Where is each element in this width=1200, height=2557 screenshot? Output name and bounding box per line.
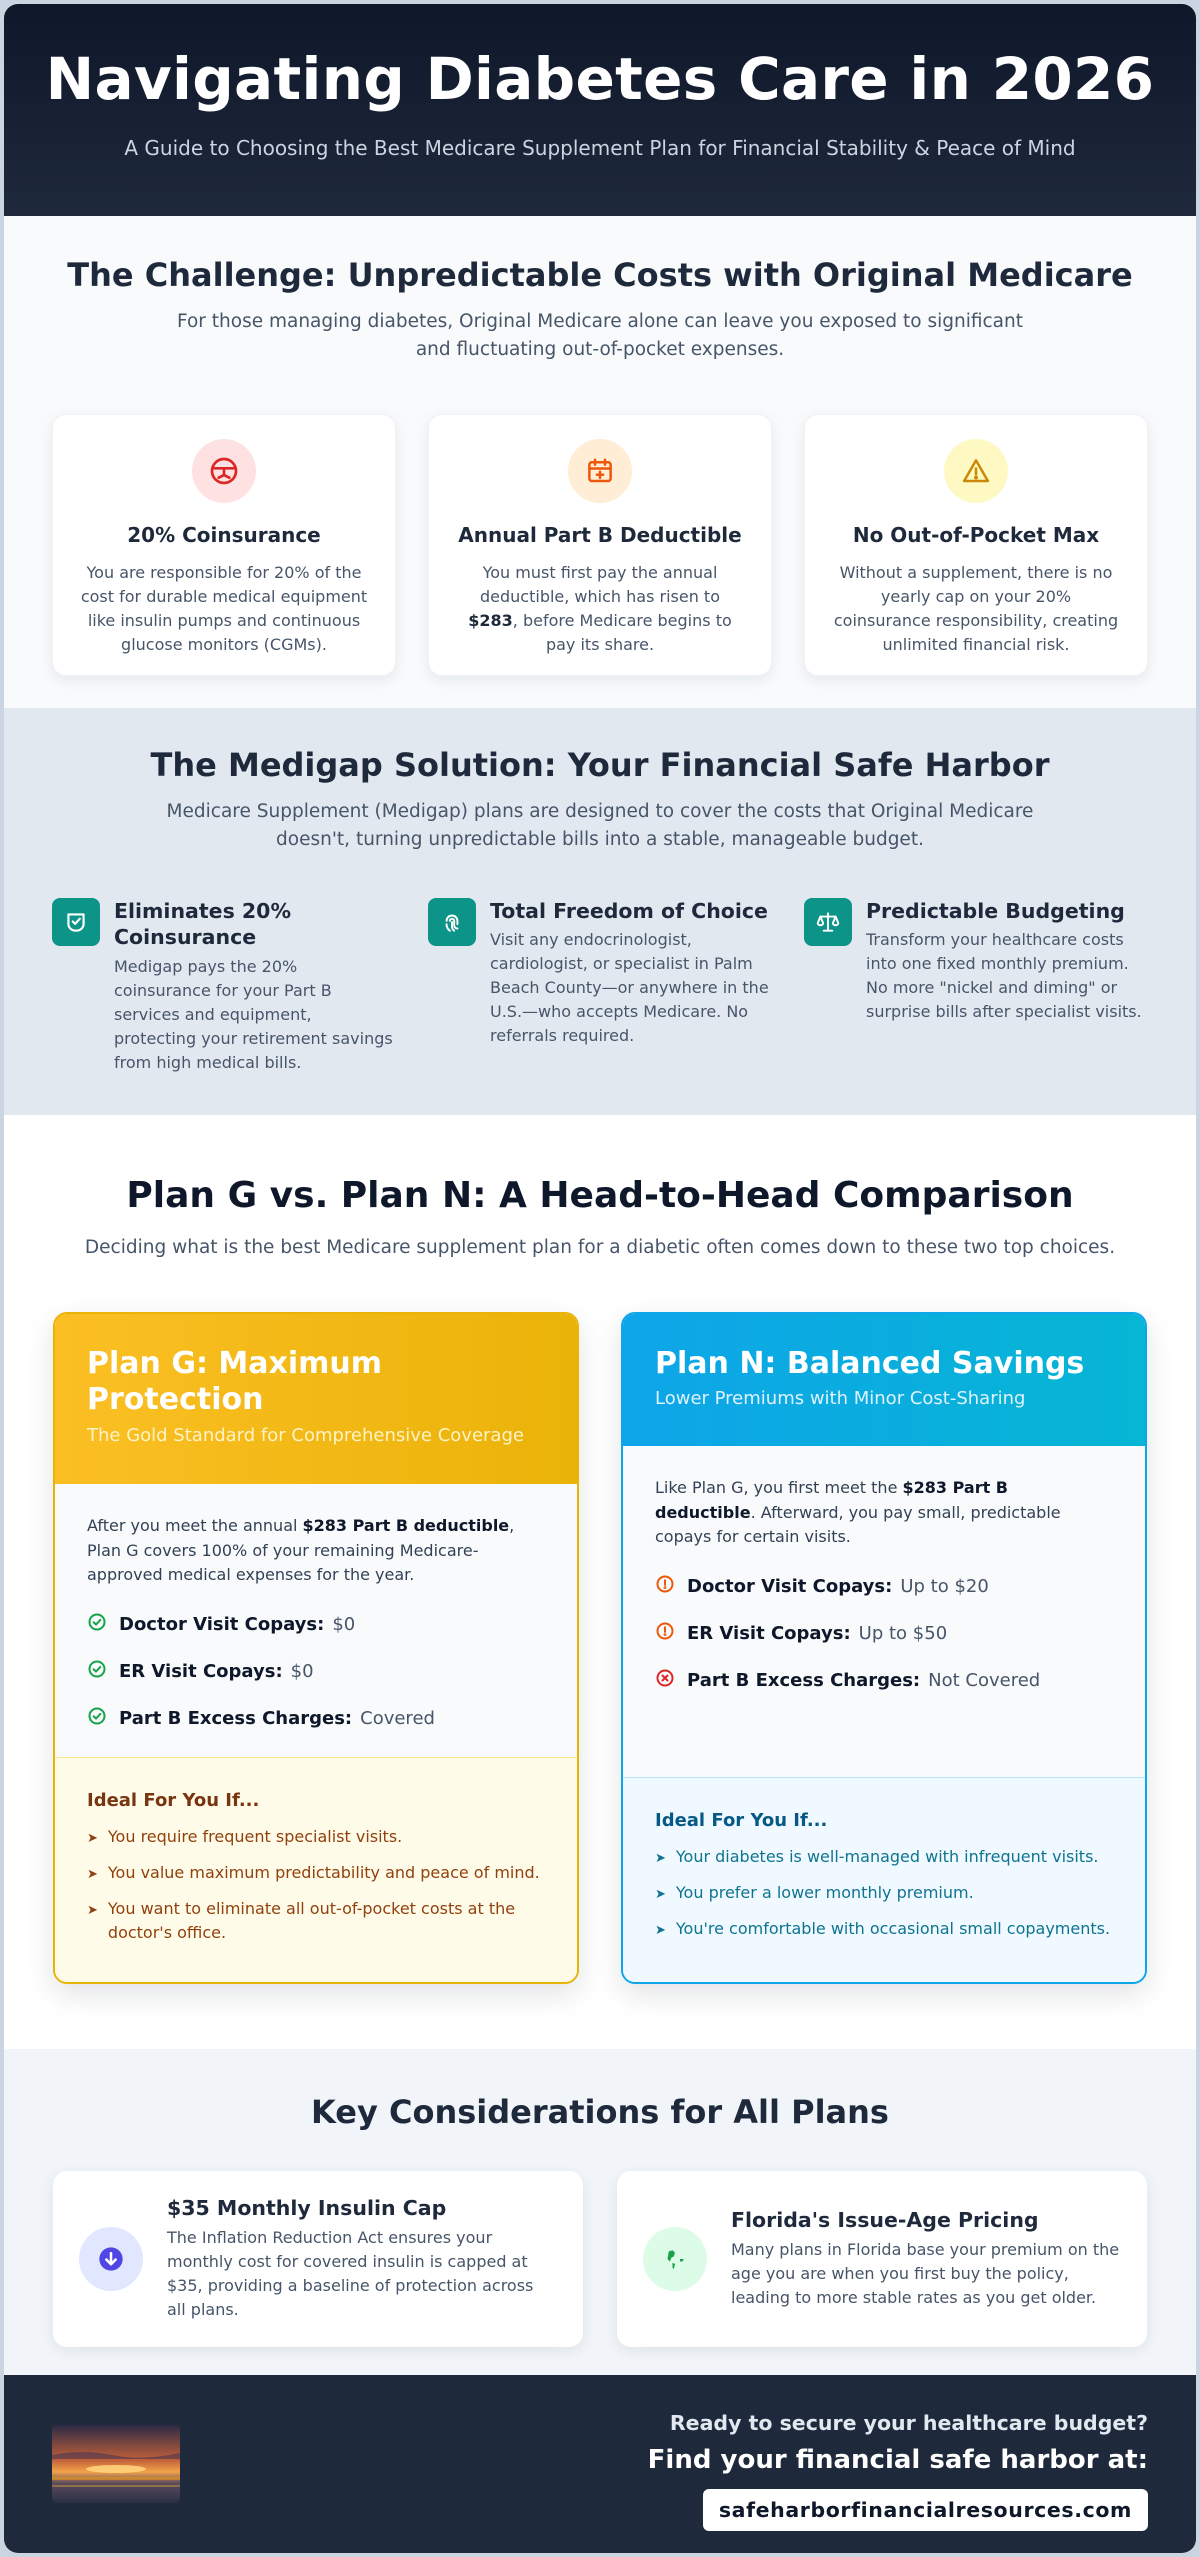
list-item: ➤ You're comfortable with occasional small copayments.	[655, 1917, 1113, 1941]
arrow-right-icon: ➤	[655, 1886, 666, 1902]
scale-icon	[804, 898, 852, 946]
plan-n-header	[623, 1314, 1145, 1446]
arrow-right-icon: ➤	[87, 1866, 98, 1882]
benefit-row	[87, 1706, 545, 1731]
check-circle-icon	[87, 1659, 107, 1684]
deductible-amount: $283	[468, 610, 513, 630]
card-title: No Out-of-Pocket Max	[852, 522, 1100, 547]
arrow-right-icon: ➤	[87, 1902, 98, 1918]
page-title: Navigating Diabetes Care in 2026	[45, 45, 1155, 113]
globe-americas-icon	[643, 2227, 707, 2291]
challenge-card-deductible	[428, 414, 772, 676]
card-text: You must first pay the annual deductible, which has risen to $283, before Medicare begins to pay its share.	[468, 562, 732, 654]
solution-section	[4, 708, 1196, 1115]
card-text: Without a supplement, there is no yearly cap on your 20% coinsurance responsibility, creating unlimited financial risk.	[833, 562, 1119, 654]
plan-g-intro: After you meet the annual $283 Part B deductible, Plan G covers 100% of your remaining Medicare-approved medical expenses for the year.	[87, 1515, 515, 1585]
plan-n-tagline: Lower Premiums with Minor Cost-Sharing	[655, 1388, 1026, 1410]
plan-n-ideal	[623, 1777, 1145, 1982]
challenge-cards	[4, 414, 1196, 676]
benefit-value: Not Covered	[928, 1670, 1041, 1692]
plan-g-tagline: The Gold Standard for Comprehensive Coverage	[87, 1424, 524, 1446]
plan-n-body	[623, 1446, 1145, 1777]
feature-text: Medigap pays the 20% coinsurance for your Part B services and equipment, protecting your retirement savings from high medical bills.	[114, 956, 393, 1072]
hero-header	[4, 4, 1196, 216]
challenge-section	[4, 216, 1196, 708]
footer-line-1: Ready to secure your healthcare budget?	[669, 2411, 1148, 2435]
comparison-subtitle: Deciding what is the best Medicare supplement plan for a diabetic often comes down to these two top choices.	[84, 1237, 1116, 1258]
alert-circle-icon	[655, 1621, 675, 1646]
plan-g-ideal	[55, 1757, 577, 1982]
benefit-label: Part B Excess Charges:	[687, 1670, 921, 1692]
solution-features	[52, 898, 1196, 1075]
benefit-label: Doctor Visit Copays:	[119, 1614, 325, 1636]
arrow-down-circle-icon	[79, 2227, 143, 2291]
plan-n-card	[621, 1312, 1147, 1984]
benefit-value: $0	[290, 1661, 314, 1683]
footer	[4, 2375, 1196, 2553]
website-link[interactable]: safeharborfinancialresources.com	[703, 2489, 1148, 2531]
fingerprint-icon	[428, 898, 476, 946]
solution-subtitle: Medicare Supplement (Medigap) plans are designed to cover the costs that Original Medicare doesn't, turning unpredictable bills into a stable, manageable budget.	[166, 801, 1034, 850]
feature-budgeting	[804, 898, 1148, 1075]
plan-g-title: Plan G: Maximum Protection	[87, 1345, 382, 1418]
page-subtitle: A Guide to Choosing the Best Medicare Supplement Plan for Financial Stability & Peace of Mind	[124, 135, 1076, 160]
benefit-label: ER Visit Copays:	[119, 1661, 283, 1683]
footer-line-2: Find your financial safe harbor at:	[647, 2445, 1148, 2475]
key-card-text: Many plans in Florida base your premium on the age you are when you first buy the policy, leading to more stable rates as you get older.	[731, 2240, 1120, 2307]
benefit-row	[655, 1621, 1113, 1646]
benefit-label: ER Visit Copays:	[687, 1623, 851, 1645]
challenge-subtitle: For those managing diabetes, Original Medicare alone can leave you exposed to significant and fluctuating out-of-pocket expenses.	[176, 311, 1023, 360]
feature-title: Eliminates 20% Coinsurance	[114, 898, 291, 950]
comparison-title: Plan G vs. Plan N: A Head-to-Head Comparison	[126, 1175, 1074, 1216]
list-item: ➤ You prefer a lower monthly premium.	[655, 1881, 1113, 1905]
arrow-right-icon: ➤	[87, 1830, 98, 1846]
plan-n-title: Plan N: Balanced Savings	[655, 1345, 1085, 1381]
ideal-list	[655, 1845, 1113, 1941]
feature-text: Visit any endocrinologist, cardiologist, or specialist in Palm Beach County—or anywhere in the U.S.—who accepts Medicare. No referrals required.	[490, 930, 769, 1046]
plan-g-card	[53, 1312, 579, 1984]
key-card-text: The Inflation Reduction Act ensures your monthly cost for covered insulin is capped at $35, providing a baseline of protection across all plans.	[167, 2228, 534, 2319]
feature-freedom	[428, 898, 772, 1075]
challenge-card-no-max	[804, 414, 1148, 676]
list-item: ➤ You want to eliminate all out-of-pocket costs at the doctor's office.	[87, 1897, 545, 1945]
page	[4, 4, 1196, 2553]
benefit-value: $0	[332, 1614, 356, 1636]
ideal-title: Ideal For You If...	[655, 1809, 828, 1831]
benefit-value: Covered	[360, 1708, 435, 1730]
key-cards	[4, 2171, 1196, 2347]
benefit-value: Up to $50	[858, 1623, 948, 1645]
ideal-title: Ideal For You If...	[87, 1789, 260, 1811]
key-considerations-title: Key Considerations for All Plans	[311, 2093, 889, 2131]
plan-n-intro: Like Plan G, you first meet the $283 Part B deductible. Afterward, you pay small, predictable copays for certain visits.	[655, 1477, 1061, 1547]
comparison-section	[4, 1115, 1196, 2049]
card-title: 20% Coinsurance	[127, 522, 321, 547]
sunset-image	[52, 2425, 180, 2503]
benefit-row	[655, 1668, 1113, 1693]
ideal-list	[87, 1825, 545, 1945]
x-circle-icon	[655, 1668, 675, 1693]
alert-circle-icon	[655, 1574, 675, 1599]
benefit-row	[655, 1574, 1113, 1599]
feature-title: Total Freedom of Choice	[490, 898, 768, 923]
plan-g-header	[55, 1314, 577, 1484]
feature-title: Predictable Budgeting	[866, 898, 1125, 923]
key-card-title: Florida's Issue-Age Pricing	[731, 2208, 1039, 2232]
arrow-right-icon: ➤	[655, 1922, 666, 1938]
list-item: ➤ Your diabetes is well-managed with infrequent visits.	[655, 1845, 1113, 1869]
key-card-insulin-cap	[53, 2171, 583, 2347]
shield-check-icon	[52, 898, 100, 946]
feature-text: Transform your healthcare costs into one fixed monthly premium. No more "nickel and diming" or surprise bills after specialist visits.	[866, 930, 1142, 1022]
benefit-row	[87, 1612, 545, 1637]
arrow-right-icon: ➤	[655, 1850, 666, 1866]
benefit-label: Doctor Visit Copays:	[687, 1576, 893, 1598]
feature-coinsurance	[52, 898, 396, 1075]
benefit-label: Part B Excess Charges:	[119, 1708, 353, 1730]
card-text: You are responsible for 20% of the cost for durable medical equipment like insulin pumps and continuous glucose monitors (CGMs).	[80, 562, 368, 654]
list-item: ➤ You value maximum predictability and peace of mind.	[87, 1861, 545, 1885]
challenge-title: The Challenge: Unpredictable Costs with Original Medicare	[67, 256, 1133, 294]
gauge-icon	[192, 439, 256, 503]
footer-cta	[648, 2411, 1148, 2531]
check-circle-icon	[87, 1612, 107, 1637]
key-considerations-section	[4, 2049, 1196, 2375]
solution-title: The Medigap Solution: Your Financial Safe Harbor	[150, 746, 1050, 784]
key-card-issue-age	[617, 2171, 1147, 2347]
plan-cards	[4, 1312, 1196, 1984]
calendar-icon	[568, 439, 632, 503]
check-circle-icon	[87, 1706, 107, 1731]
key-card-title: $35 Monthly Insulin Cap	[167, 2196, 447, 2220]
challenge-card-coinsurance	[52, 414, 396, 676]
list-item: ➤ You require frequent specialist visits.	[87, 1825, 545, 1849]
card-title: Annual Part B Deductible	[458, 522, 742, 547]
benefit-row	[87, 1659, 545, 1684]
plan-g-body	[55, 1484, 577, 1757]
benefit-value: Up to $20	[900, 1576, 989, 1598]
warning-icon	[944, 439, 1008, 503]
